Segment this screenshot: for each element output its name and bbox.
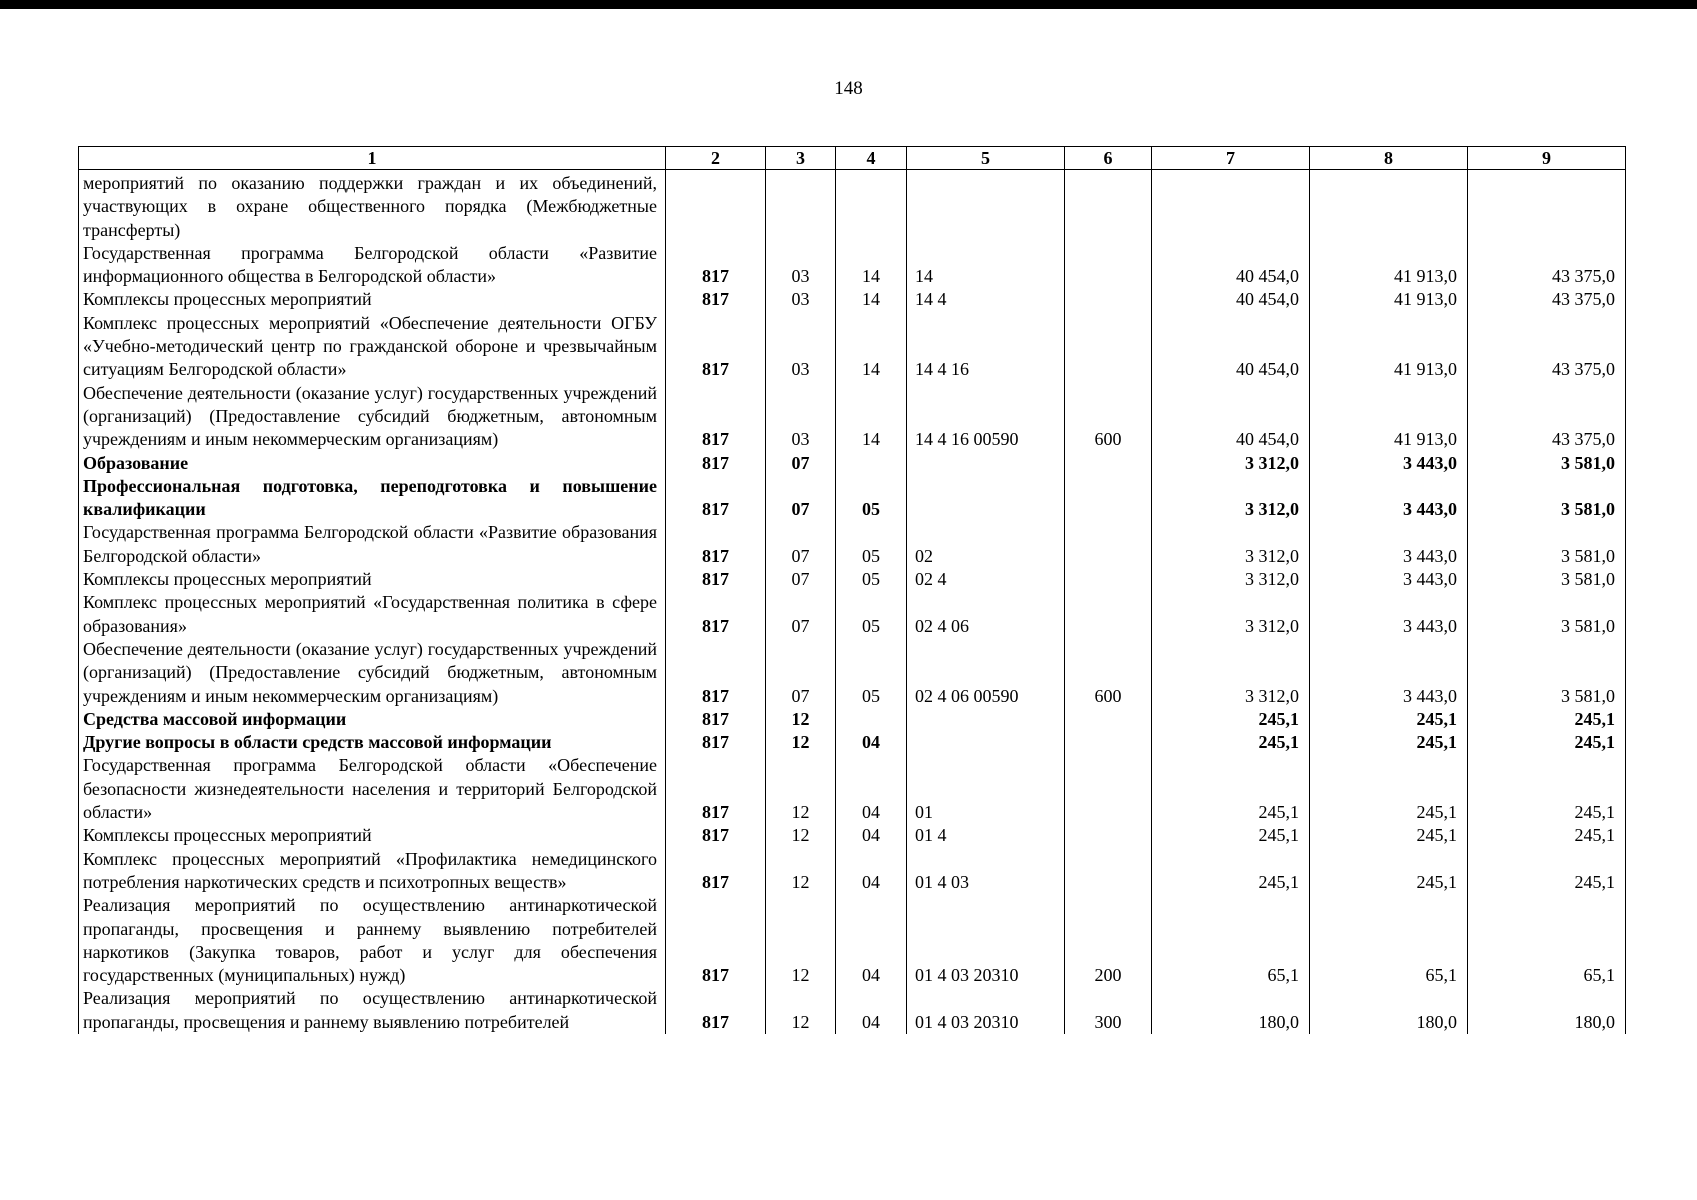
cell-c4: 14 bbox=[836, 288, 907, 311]
table-row bbox=[79, 172, 1626, 242]
cell-c3: 07 bbox=[766, 638, 836, 708]
table-row bbox=[79, 288, 1626, 311]
cell-c7: 3 312,0 bbox=[1152, 521, 1310, 568]
cell-c5: 02 4 06 00590 bbox=[907, 638, 1065, 708]
cell-c5: 02 4 06 bbox=[907, 591, 1065, 638]
cell-c7: 245,1 bbox=[1152, 848, 1310, 895]
cell-c5: 02 4 bbox=[907, 568, 1065, 591]
header-row bbox=[79, 147, 1626, 170]
table-row bbox=[79, 242, 1626, 289]
table-row bbox=[79, 312, 1626, 382]
cell-c7: 3 312,0 bbox=[1152, 568, 1310, 591]
cell-c6: 600 bbox=[1065, 638, 1152, 708]
cell-c8: 245,1 bbox=[1310, 731, 1468, 754]
row-title: Обеспечение деятельности (оказание услуг) государственных учреждений (организаций) (Предоставление субсидий бюджетным, автономным учреждениям и иным некоммерческим организациям) bbox=[79, 382, 666, 452]
cell-c6 bbox=[1065, 568, 1152, 591]
cell-c5: 14 4 16 00590 bbox=[907, 382, 1065, 452]
cell-c2: 817 bbox=[666, 288, 766, 311]
cell-c9: 65,1 bbox=[1468, 894, 1626, 987]
cell-c9: 3 581,0 bbox=[1468, 475, 1626, 522]
cell-c7: 245,1 bbox=[1152, 708, 1310, 731]
cell-c9: 43 375,0 bbox=[1468, 382, 1626, 452]
cell-c2: 817 bbox=[666, 731, 766, 754]
cell-c8: 3 443,0 bbox=[1310, 452, 1468, 475]
table-row bbox=[79, 521, 1626, 568]
cell-c5: 01 4 bbox=[907, 824, 1065, 847]
cell-c9: 43 375,0 bbox=[1468, 312, 1626, 382]
cell-c5 bbox=[907, 731, 1065, 754]
cell-c5: 01 bbox=[907, 754, 1065, 824]
cell-c9: 180,0 bbox=[1468, 987, 1626, 1034]
cell-c3: 12 bbox=[766, 754, 836, 824]
table-row bbox=[79, 708, 1626, 731]
cell-c4: 04 bbox=[836, 731, 907, 754]
row-title: Государственная программа Белгородской области «Развитие информационного общества в Белгородской области» bbox=[79, 242, 666, 289]
budget-table bbox=[78, 146, 1626, 1034]
cell-c8: 245,1 bbox=[1310, 754, 1468, 824]
table-row bbox=[79, 848, 1626, 895]
col-header: 4 bbox=[836, 147, 907, 170]
table-row bbox=[79, 894, 1626, 987]
cell-c9: 43 375,0 bbox=[1468, 288, 1626, 311]
page-number: 148 bbox=[834, 78, 863, 99]
cell-c7: 245,1 bbox=[1152, 824, 1310, 847]
cell-c5 bbox=[907, 452, 1065, 475]
cell-c7: 3 312,0 bbox=[1152, 638, 1310, 708]
cell-c8: 41 913,0 bbox=[1310, 242, 1468, 289]
col-header: 3 bbox=[766, 147, 836, 170]
cell-c2: 817 bbox=[666, 475, 766, 522]
cell-c6 bbox=[1065, 708, 1152, 731]
cell-c2: 817 bbox=[666, 591, 766, 638]
col-header: 5 bbox=[907, 147, 1065, 170]
cell-c4: 05 bbox=[836, 475, 907, 522]
cell-c2: 817 bbox=[666, 987, 766, 1034]
cell-c7: 40 454,0 bbox=[1152, 242, 1310, 289]
cell-c9: 245,1 bbox=[1468, 754, 1626, 824]
cell-c6 bbox=[1065, 848, 1152, 895]
row-title: Реализация мероприятий по осуществлению антинаркотической пропаганды, просвещения и раннему выявлению потребителей bbox=[79, 987, 666, 1034]
cell-c6 bbox=[1065, 731, 1152, 754]
table-row bbox=[79, 568, 1626, 591]
cell-c3: 12 bbox=[766, 894, 836, 987]
row-title: Обеспечение деятельности (оказание услуг) государственных учреждений (организаций) (Предоставление субсидий бюджетным, автономным учреждениям и иным некоммерческим организациям) bbox=[79, 638, 666, 708]
row-title: Государственная программа Белгородской области «Обеспечение безопасности жизнедеятельности населения и территорий Белгородской области» bbox=[79, 754, 666, 824]
cell-c2: 817 bbox=[666, 848, 766, 895]
cell-c4: 04 bbox=[836, 824, 907, 847]
cell-c6 bbox=[1065, 591, 1152, 638]
cell-c7 bbox=[1152, 172, 1310, 242]
cell-c6 bbox=[1065, 452, 1152, 475]
cell-c7: 40 454,0 bbox=[1152, 312, 1310, 382]
cell-c8: 3 443,0 bbox=[1310, 568, 1468, 591]
cell-c8: 41 913,0 bbox=[1310, 382, 1468, 452]
cell-c2: 817 bbox=[666, 754, 766, 824]
cell-c4: 14 bbox=[836, 242, 907, 289]
row-title: Профессиональная подготовка, переподготовка и повышение квалификации bbox=[79, 475, 666, 522]
cell-c9: 245,1 bbox=[1468, 824, 1626, 847]
cell-c3: 12 bbox=[766, 987, 836, 1034]
cell-c3: 07 bbox=[766, 475, 836, 522]
cell-c8: 3 443,0 bbox=[1310, 638, 1468, 708]
cell-c8: 3 443,0 bbox=[1310, 591, 1468, 638]
cell-c3: 07 bbox=[766, 568, 836, 591]
cell-c2: 817 bbox=[666, 638, 766, 708]
cell-c6 bbox=[1065, 475, 1152, 522]
cell-c6: 300 bbox=[1065, 987, 1152, 1034]
cell-c5: 14 bbox=[907, 242, 1065, 289]
cell-c6 bbox=[1065, 242, 1152, 289]
cell-c8: 245,1 bbox=[1310, 824, 1468, 847]
table-row bbox=[79, 987, 1626, 1034]
cell-c7: 40 454,0 bbox=[1152, 288, 1310, 311]
col-header: 2 bbox=[666, 147, 766, 170]
cell-c7: 65,1 bbox=[1152, 894, 1310, 987]
row-title: Комплекс процессных мероприятий «Профилактика немедицинского потребления наркотических средств и психотропных веществ» bbox=[79, 848, 666, 895]
cell-c3: 03 bbox=[766, 242, 836, 289]
cell-c3: 03 bbox=[766, 312, 836, 382]
cell-c4: 04 bbox=[836, 987, 907, 1034]
table-row bbox=[79, 382, 1626, 452]
cell-c2: 817 bbox=[666, 521, 766, 568]
cell-c2: 817 bbox=[666, 568, 766, 591]
cell-c5: 14 4 16 bbox=[907, 312, 1065, 382]
cell-c7: 245,1 bbox=[1152, 754, 1310, 824]
col-header: 7 bbox=[1152, 147, 1310, 170]
table-row bbox=[79, 638, 1626, 708]
cell-c8: 3 443,0 bbox=[1310, 521, 1468, 568]
cell-c5 bbox=[907, 708, 1065, 731]
cell-c5: 01 4 03 20310 bbox=[907, 894, 1065, 987]
cell-c2 bbox=[666, 172, 766, 242]
table-body bbox=[79, 170, 1626, 1034]
cell-c4: 05 bbox=[836, 568, 907, 591]
row-title: Комплексы процессных мероприятий bbox=[79, 824, 666, 847]
cell-c7: 3 312,0 bbox=[1152, 452, 1310, 475]
cell-c7: 180,0 bbox=[1152, 987, 1310, 1034]
table-row bbox=[79, 754, 1626, 824]
table-row bbox=[79, 475, 1626, 522]
cell-c2: 817 bbox=[666, 312, 766, 382]
cell-c7: 40 454,0 bbox=[1152, 382, 1310, 452]
cell-c6 bbox=[1065, 754, 1152, 824]
cell-c4: 04 bbox=[836, 894, 907, 987]
cell-c7: 3 312,0 bbox=[1152, 475, 1310, 522]
cell-c4 bbox=[836, 172, 907, 242]
col-header: 1 bbox=[79, 147, 666, 170]
cell-c3: 07 bbox=[766, 521, 836, 568]
cell-c8: 180,0 bbox=[1310, 987, 1468, 1034]
cell-c3: 03 bbox=[766, 288, 836, 311]
cell-c4: 04 bbox=[836, 754, 907, 824]
row-title: Комплексы процессных мероприятий bbox=[79, 568, 666, 591]
row-title: Другие вопросы в области средств массовой информации bbox=[79, 731, 666, 754]
cell-c9: 43 375,0 bbox=[1468, 242, 1626, 289]
cell-c6 bbox=[1065, 288, 1152, 311]
cell-c9: 245,1 bbox=[1468, 731, 1626, 754]
cell-c2: 817 bbox=[666, 894, 766, 987]
cell-c8: 245,1 bbox=[1310, 708, 1468, 731]
row-title: Государственная программа Белгородской области «Развитие образования Белгородской области» bbox=[79, 521, 666, 568]
table-row bbox=[79, 591, 1626, 638]
cell-c9: 3 581,0 bbox=[1468, 591, 1626, 638]
cell-c4 bbox=[836, 708, 907, 731]
row-title: Комплексы процессных мероприятий bbox=[79, 288, 666, 311]
cell-c9: 3 581,0 bbox=[1468, 638, 1626, 708]
row-title: Комплекс процессных мероприятий «Государственная политика в сфере образования» bbox=[79, 591, 666, 638]
cell-c3: 12 bbox=[766, 848, 836, 895]
cell-c9: 245,1 bbox=[1468, 848, 1626, 895]
table-row bbox=[79, 731, 1626, 754]
cell-c3: 12 bbox=[766, 708, 836, 731]
cell-c5: 01 4 03 20310 bbox=[907, 987, 1065, 1034]
cell-c6 bbox=[1065, 312, 1152, 382]
cell-c3: 12 bbox=[766, 824, 836, 847]
cell-c6 bbox=[1065, 521, 1152, 568]
row-title: Средства массовой информации bbox=[79, 708, 666, 731]
cell-c9: 3 581,0 bbox=[1468, 452, 1626, 475]
scan-top-edge bbox=[0, 0, 1697, 9]
cell-c4: 04 bbox=[836, 848, 907, 895]
col-header: 6 bbox=[1065, 147, 1152, 170]
cell-c6 bbox=[1065, 172, 1152, 242]
cell-c4: 05 bbox=[836, 591, 907, 638]
row-title: Комплекс процессных мероприятий «Обеспечение деятельности ОГБУ «Учебно-методический центр по гражданской обороне и чрезвычайным ситуациям Белгородской области» bbox=[79, 312, 666, 382]
cell-c3: 12 bbox=[766, 731, 836, 754]
cell-c9: 3 581,0 bbox=[1468, 521, 1626, 568]
cell-c3: 07 bbox=[766, 452, 836, 475]
cell-c3: 07 bbox=[766, 591, 836, 638]
cell-c4: 14 bbox=[836, 382, 907, 452]
table-row bbox=[79, 452, 1626, 475]
cell-c4 bbox=[836, 452, 907, 475]
cell-c8: 41 913,0 bbox=[1310, 312, 1468, 382]
cell-c7: 3 312,0 bbox=[1152, 591, 1310, 638]
cell-c2: 817 bbox=[666, 242, 766, 289]
cell-c2: 817 bbox=[666, 382, 766, 452]
cell-c9 bbox=[1468, 172, 1626, 242]
cell-c8: 3 443,0 bbox=[1310, 475, 1468, 522]
cell-c2: 817 bbox=[666, 708, 766, 731]
cell-c9: 245,1 bbox=[1468, 708, 1626, 731]
cell-c9: 3 581,0 bbox=[1468, 568, 1626, 591]
cell-c2: 817 bbox=[666, 824, 766, 847]
cell-c4: 05 bbox=[836, 521, 907, 568]
row-title: мероприятий по оказанию поддержки граждан и их объединений, участвующих в охране общественного порядка (Межбюджетные трансферты) bbox=[79, 172, 666, 242]
cell-c6: 600 bbox=[1065, 382, 1152, 452]
cell-c8 bbox=[1310, 172, 1468, 242]
cell-c8: 245,1 bbox=[1310, 848, 1468, 895]
cell-c3 bbox=[766, 172, 836, 242]
col-header: 9 bbox=[1468, 147, 1626, 170]
table-row bbox=[79, 824, 1626, 847]
cell-c5 bbox=[907, 172, 1065, 242]
cell-c8: 41 913,0 bbox=[1310, 288, 1468, 311]
cell-c5: 14 4 bbox=[907, 288, 1065, 311]
cell-c3: 03 bbox=[766, 382, 836, 452]
cell-c7: 245,1 bbox=[1152, 731, 1310, 754]
cell-c4: 14 bbox=[836, 312, 907, 382]
cell-c5: 02 bbox=[907, 521, 1065, 568]
cell-c5 bbox=[907, 475, 1065, 522]
col-header: 8 bbox=[1310, 147, 1468, 170]
row-title: Образование bbox=[79, 452, 666, 475]
cell-c6 bbox=[1065, 824, 1152, 847]
cell-c4: 05 bbox=[836, 638, 907, 708]
row-title: Реализация мероприятий по осуществлению антинаркотической пропаганды, просвещения и раннему выявлению потребителей наркотиков (Закупка товаров, работ и услуг для обеспечения государственных (муниципальных) нужд) bbox=[79, 894, 666, 987]
cell-c6: 200 bbox=[1065, 894, 1152, 987]
cell-c8: 65,1 bbox=[1310, 894, 1468, 987]
cell-c5: 01 4 03 bbox=[907, 848, 1065, 895]
cell-c2: 817 bbox=[666, 452, 766, 475]
